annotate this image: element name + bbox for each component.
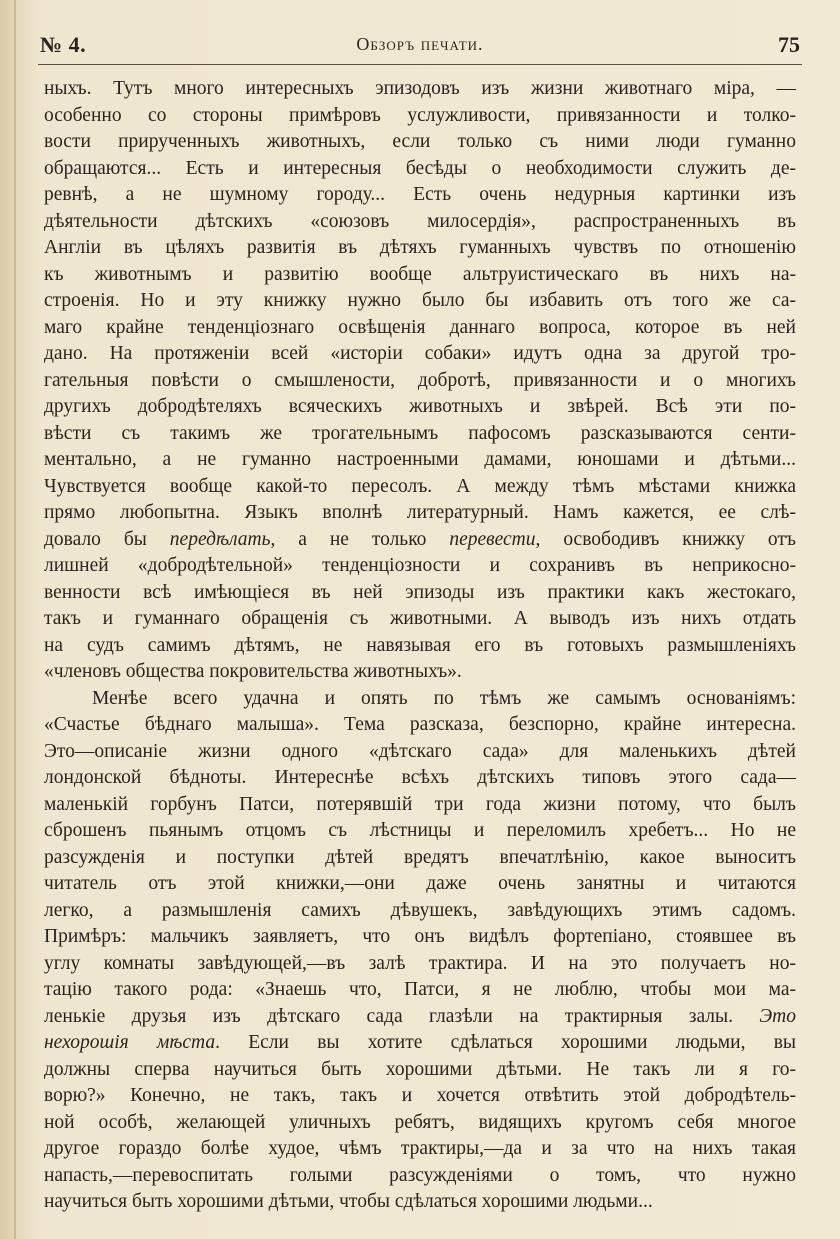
body-text [44, 76, 796, 1216]
text-segment: гательныя повѣсти о смышлености, добротѣ, привязанности и о многихъ [44, 369, 796, 391]
text-segment: сброшенъ пьянымъ отцомъ съ лѣстницы и переломилъ хребетъ... Но не [44, 820, 796, 841]
text-segment: ментально, а не гуманно настроенными дамами, юношами и дѣтьми... [44, 449, 796, 470]
text-segment: «Счастье бѣднаго малыша». Тема разсказа, безспорно, крайне интересна. [44, 714, 796, 735]
text-segment: на судъ самимъ дѣтямъ, не навязывая его въ готовыхъ размышленіяхъ [44, 634, 796, 656]
text-segment: ной особѣ, желающей уличныхъ ребятъ, видящихъ кругомъ себя многое [44, 1111, 796, 1133]
italic-text: нехорошія мѣста [44, 1032, 216, 1053]
text-line [44, 368, 796, 395]
text-line [44, 103, 796, 130]
text-segment: . Если вы хотите сдѣлаться хорошими людьми, вы [215, 1032, 797, 1053]
text-line [44, 394, 796, 421]
italic-text: передѣлать [169, 528, 271, 550]
text-segment: особенно со стороны примѣровъ услужливости, привязанности и толко- [44, 104, 796, 126]
text-line [44, 447, 796, 474]
text-segment: вѣсти съ такимъ же трогательнымъ пафосомъ разсказываются сенти- [44, 422, 796, 444]
text-line [44, 421, 796, 448]
text-segment: лишней «добродѣтельной» тенденціозности и сохранивъ въ неприкосно- [44, 555, 796, 576]
text-segment: къ животнымъ и развитію вообще альтруистическаго въ нихъ на- [44, 263, 796, 285]
text-segment: венности всѣ имѣющіеся въ ней эпизоды изъ практики какъ жестокаго, [44, 581, 796, 603]
text-segment: дано. На протяженіи всей «исторіи собаки» идутъ одна за другой тро- [44, 343, 796, 364]
text-line [44, 76, 796, 103]
text-line [44, 474, 796, 501]
text-line [44, 1136, 796, 1163]
issue-number: № 4. [40, 32, 87, 57]
text-segment: разсужденія и поступки дѣтей вредятъ впечатлѣнію, какое выноситъ [44, 846, 796, 868]
text-line [44, 633, 796, 660]
text-line [44, 500, 796, 527]
text-segment: Это—описаніе жизни одного «дѣтскаго сада» для маленькихъ дѣтей [44, 740, 796, 762]
text-segment: Англіи въ цѣляхъ развитія въ дѣтяхъ гуманныхъ чувствъ по отношенію [44, 237, 796, 258]
text-line [44, 1163, 796, 1190]
text-segment: лондонской бѣдноты. Интереснѣе всѣхъ дѣтскихъ типовъ этого сада— [44, 767, 796, 788]
text-line [44, 1057, 796, 1084]
text-line [44, 288, 796, 315]
text-line [44, 315, 796, 342]
text-segment: маленькій горбунъ Патси, потерявшій три года жизни потому, что былъ [44, 793, 796, 815]
text-line [44, 129, 796, 156]
text-line [44, 553, 796, 580]
text-segment: читатель отъ этой книжки,—они даже очень занятны и читаются [44, 873, 796, 894]
text-segment: тацію такого рода: «Знаешь что, Патси, я не люблю, чтобы мои ма- [44, 979, 796, 1000]
text-segment: Менѣе всего удачна и опять по тѣмъ же самымъ основаніямъ: [92, 687, 796, 709]
text-line [44, 1004, 796, 1031]
text-line [44, 235, 796, 262]
text-segment: Примѣръ: мальчикъ заявляетъ, что онъ видѣлъ фортепіано, стоявшее въ [44, 926, 796, 947]
text-line [44, 262, 796, 289]
text-segment: ленькіе друзья изъ дѣтскаго сада глазѣли на трактирныя залы. [44, 1005, 760, 1027]
page-number: 75 [778, 32, 800, 57]
text-line [44, 845, 796, 872]
text-line [44, 765, 796, 792]
text-segment: другое гораздо болѣе худое, чѣмъ трактиры,—да и за что на нихъ такая [44, 1138, 796, 1159]
text-segment: вости прирученныхъ животныхъ, если только съ ними люди гуманно [44, 131, 796, 152]
text-line [44, 527, 796, 554]
text-line [44, 1083, 796, 1110]
text-segment: легко, а размышленія самихъ дѣвушекъ, завѣдующихъ этимъ садомъ. [44, 899, 796, 921]
text-segment: ворю?» Конечно, не такъ, такъ и хочется отвѣтить этой добродѣтель- [44, 1085, 796, 1106]
text-segment: строенія. Но и эту книжку нужно было бы избавить отъ того же са- [44, 290, 796, 311]
italic-text: Это [759, 1005, 796, 1027]
text-line [44, 686, 796, 713]
text-line [44, 1030, 796, 1057]
text-line [44, 977, 796, 1004]
text-segment: довало бы [44, 528, 170, 550]
text-segment: должны сперва научиться быть хорошими дѣтьми. Не такъ ли я го- [44, 1058, 796, 1080]
text-segment: «членовъ общества покровительства животныхъ». [44, 661, 462, 682]
text-line [44, 580, 796, 607]
text-segment: ревнѣ, а не шумному городу... Есть очень недурныя картинки изъ [44, 184, 796, 205]
italic-text: перевести [449, 528, 536, 550]
text-segment: обращаются... Есть и интересныя бесѣды о необходимости служить де- [44, 157, 796, 179]
text-line [44, 606, 796, 633]
text-segment: ныхъ. Тутъ много интересныхъ эпизодовъ изъ жизни животнаго міра, — [44, 78, 796, 99]
header-rule [38, 64, 802, 65]
text-segment: напасть,—перевоспитать голыми разсужденіями о томъ, что нужно [44, 1164, 796, 1186]
text-segment: углу комнаты завѣдующей,—въ залѣ трактира. И на это получаетъ но- [44, 952, 796, 974]
text-line [44, 924, 796, 951]
text-segment: Чувствуется вообще какой-то пересолъ. А между тѣмъ мѣстами книжка [44, 475, 796, 497]
text-segment: , а не только [270, 528, 450, 550]
page-header [40, 28, 800, 62]
text-line [44, 818, 796, 845]
text-line [44, 871, 796, 898]
text-line [44, 792, 796, 819]
text-line [44, 1189, 796, 1216]
text-line [44, 951, 796, 978]
text-segment: прямо любопытна. Языкъ вполнѣ литературный. Намъ кажется, ее слѣ- [44, 502, 796, 523]
text-segment: научиться быть хорошими дѣтьми, чтобы сдѣлаться хорошими людьми... [44, 1191, 653, 1212]
text-line [44, 341, 796, 368]
text-line [44, 209, 796, 236]
text-line [44, 156, 796, 183]
text-line [44, 659, 796, 686]
text-line [44, 182, 796, 209]
text-line [44, 898, 796, 925]
text-segment: дѣятельности дѣтскихъ «союзовъ милосердія», распространенныхъ въ [44, 210, 796, 232]
text-line [44, 712, 796, 739]
binding-gutter [14, 0, 16, 1239]
text-line [44, 739, 796, 766]
text-segment: маго крайне тенденціознаго освѣщенія даннаго вопроса, которое въ ней [44, 316, 796, 338]
text-segment: другихъ добродѣтеляхъ всяческихъ животныхъ и звѣрей. Всѣ эти по- [44, 396, 796, 417]
text-segment: такъ и гуманнаго обращенія съ животными. А выводъ изъ нихъ отдать [44, 608, 796, 629]
text-segment: , освободивъ книжку отъ [535, 528, 797, 550]
text-line [44, 1110, 796, 1137]
running-title: Обзоръ печати. [356, 34, 484, 54]
